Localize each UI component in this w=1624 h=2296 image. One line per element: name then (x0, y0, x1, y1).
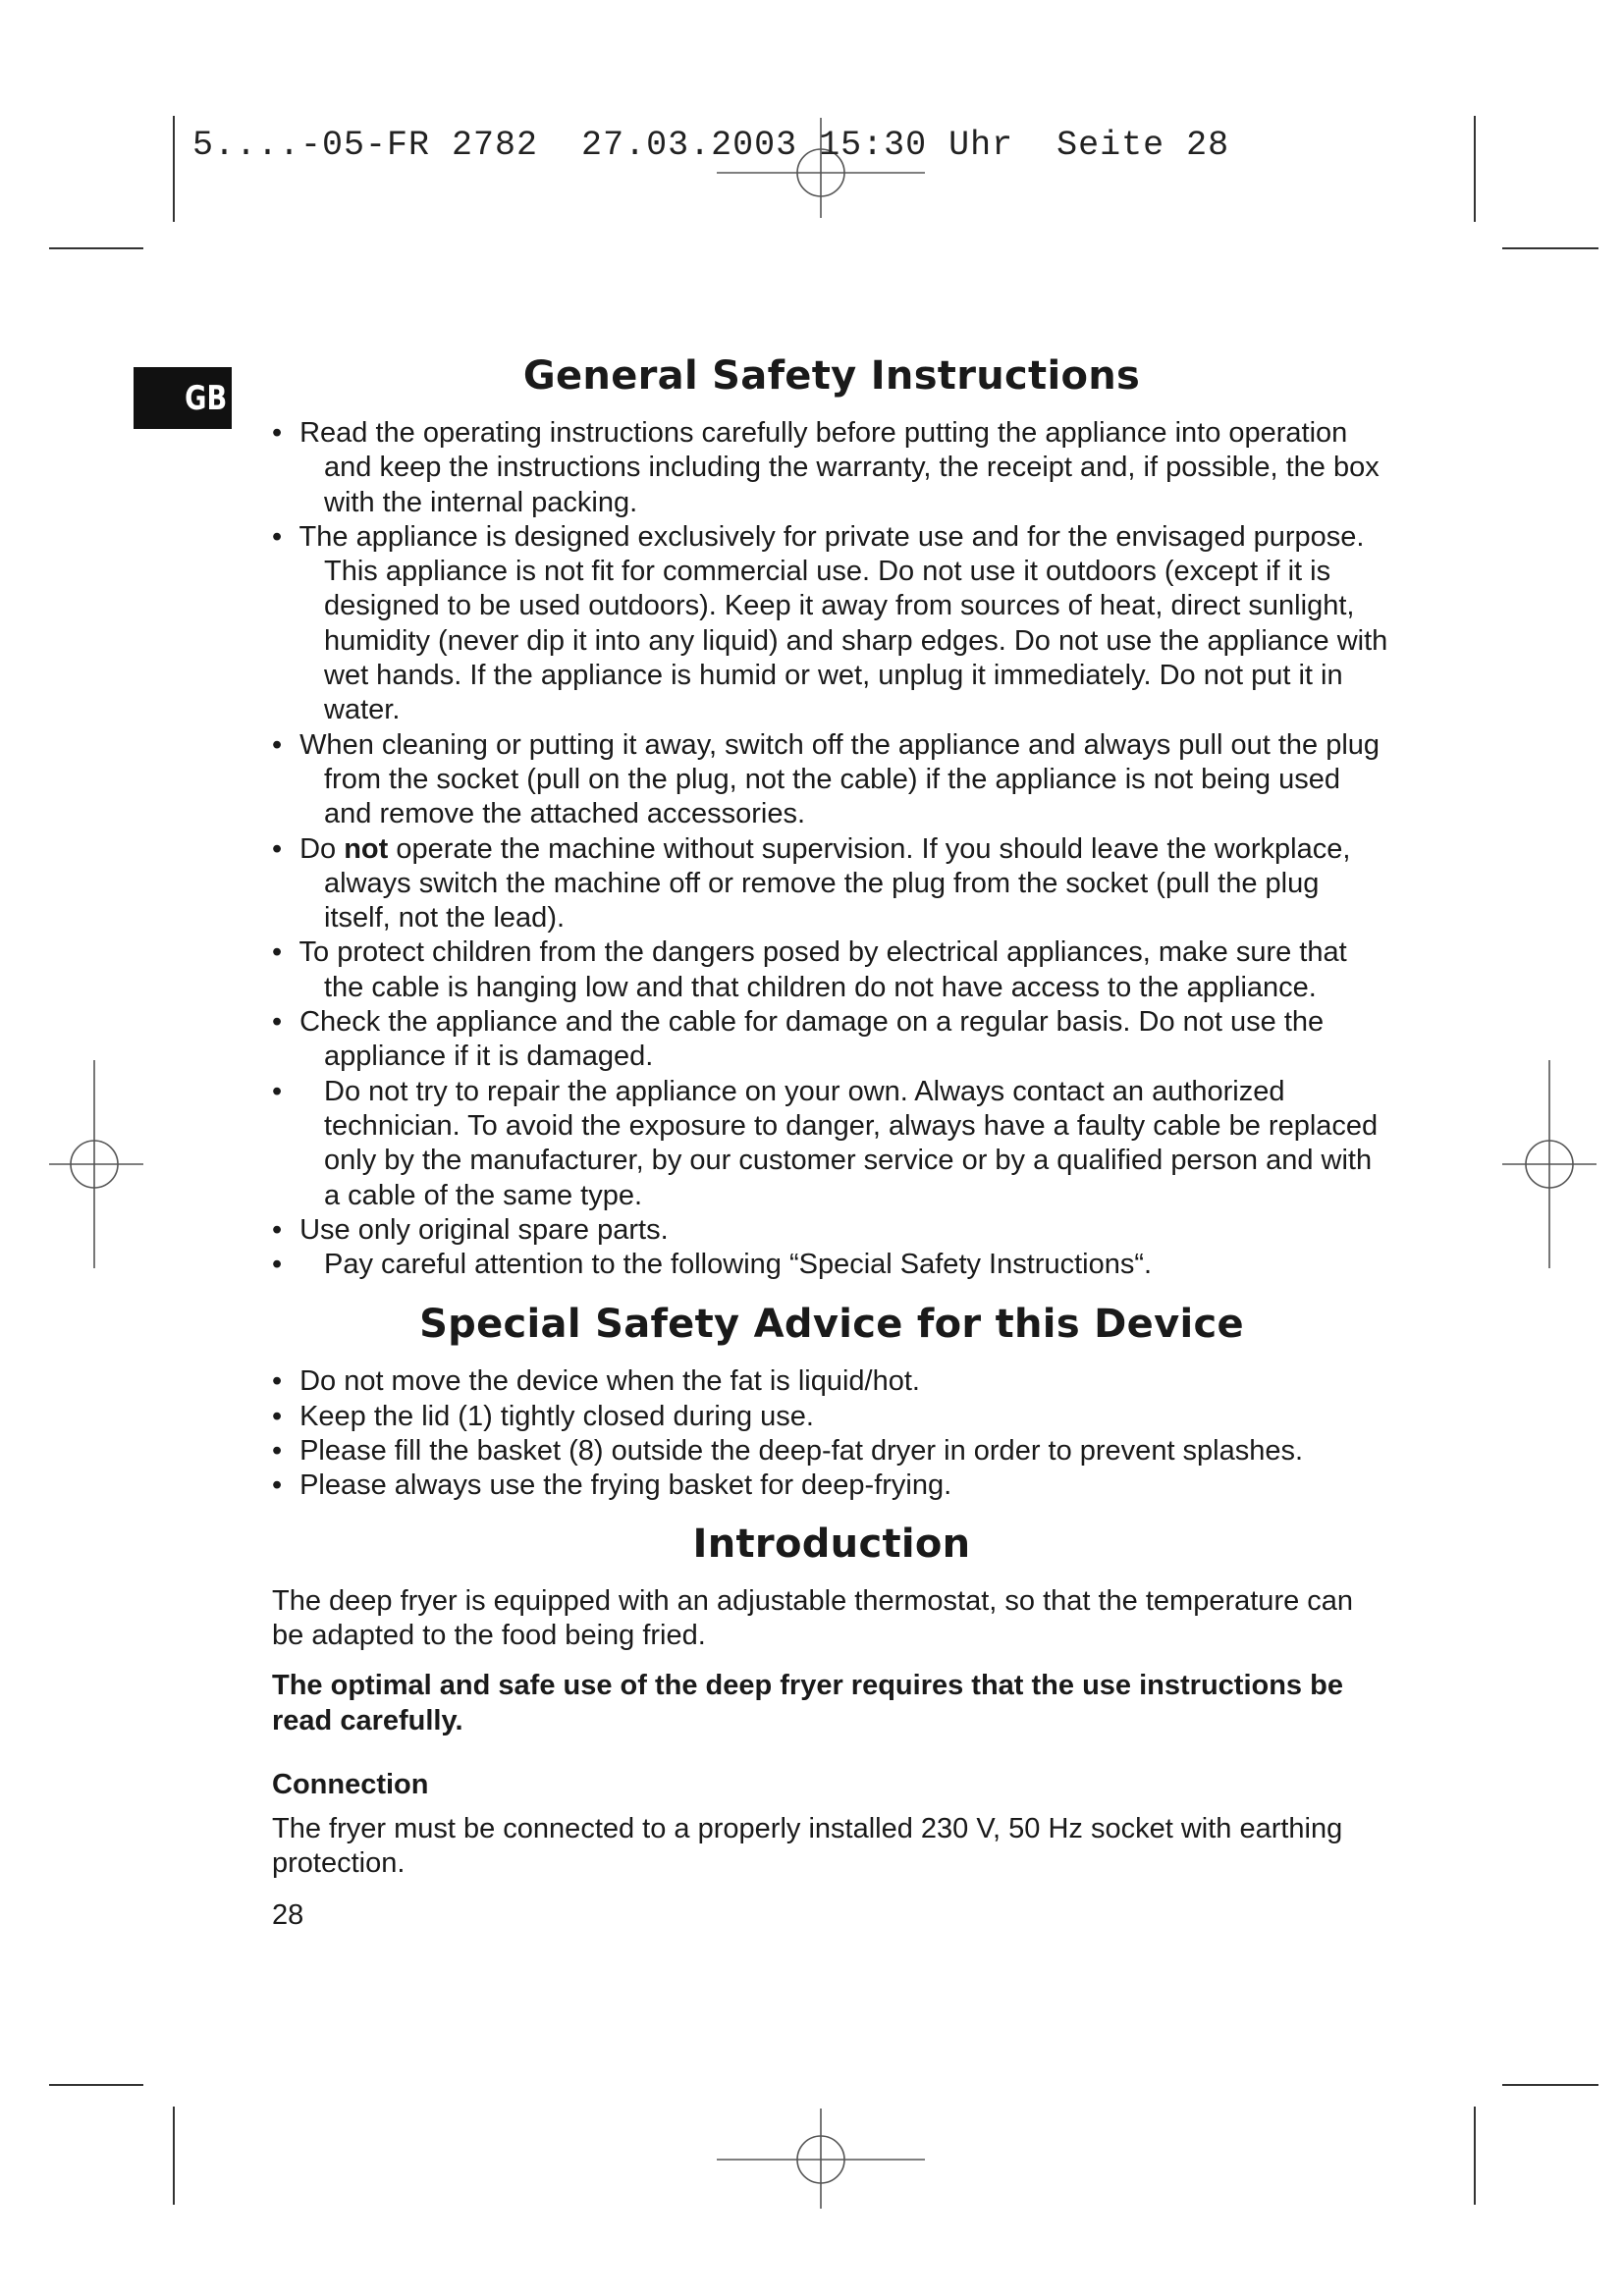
general-safety-list (272, 416, 1391, 1282)
language-tab: GB (134, 367, 232, 429)
page-content (272, 353, 1391, 1933)
list-item: • Do not try to repair the appliance on your own. Always contact an authorized technician. To avoid the exposure to danger, always have a faulty cable be replaced only by the manufacturer, by our customer service or by a qualified person and with a cable of the same type. (272, 1075, 1379, 1211)
special-safety-list (272, 1364, 1391, 1503)
list-item: • Do not operate the machine without supervision. If you should leave the workplace, always switch the machine off or remove the plug from the socket (pull the plug itself, not the lead). (272, 832, 1351, 934)
print-slug: 5....-05-FR 2782 27.03.2003 15:30 Uhr Seite 28 (192, 126, 1230, 165)
list-item: • To protect children from the dangers posed by electrical appliances, make sure that the cable is hanging low and that children do not have access to the appliance. (272, 936, 1347, 1003)
list-item: • Keep the lid (1) tightly closed during use. (272, 1400, 814, 1432)
list-item: • The appliance is designed exclusively for private use and for the envisaged purpose. This appliance is not fit for commercial use. Do not use it outdoors (except if it is designed to be used outdoors). Keep it away from sources of heat, direct sunlight, humidity (never dip it into any liquid) and sharp edges. Do not use the appliance with wet hands. If the appliance is humid or wet, unplug it immediately. Do not put it in water. (272, 520, 1388, 726)
list-item: • Do not move the device when the fat is liquid/hot. (272, 1365, 920, 1398)
connection-text: The fryer must be connected to a properly installed 230 V, 50 Hz socket with earthing protection. (272, 1812, 1343, 1880)
special-safety-title: Special Safety Advice for this Device (419, 1302, 1244, 1348)
general-safety-title: General Safety Instructions (522, 353, 1141, 399)
list-item: • Read the operating instructions carefully before putting the appliance into operation and keep the instructions including the warranty, the receipt and, if possible, the box with the internal packing. (272, 417, 1380, 518)
list-item: • Use only original spare parts. (272, 1213, 669, 1246)
introduction-title: Introduction (692, 1521, 971, 1567)
intro-paragraph: The deep fryer is equipped with an adjustable thermostat, so that the temperature can be adapted to the food being fried. (272, 1584, 1354, 1651)
connection-heading: Connection (272, 1768, 429, 1800)
list-item: • Check the appliance and the cable for damage on a regular basis. Do not use the appliance if it is damaged. (272, 1006, 1325, 1073)
list-item: • Pay careful attention to the following “Special Safety Instructions“. (272, 1249, 1153, 1281)
list-item: • Please fill the basket (8) outside the deep-fat dryer in order to prevent splashes. (272, 1435, 1304, 1468)
list-item: • Please always use the frying basket for deep-frying. (272, 1469, 952, 1502)
list-item: • When cleaning or putting it away, switch off the appliance and always pull out the plug from the socket (pull on the plug, not the cable) if the appliance is not being used and remove the attached accessories. (272, 728, 1380, 830)
page-number: 28 (272, 1899, 304, 1932)
intro-bold-paragraph: The optimal and safe use of the deep fryer requires that the use instructions be read carefully. (272, 1670, 1343, 1736)
